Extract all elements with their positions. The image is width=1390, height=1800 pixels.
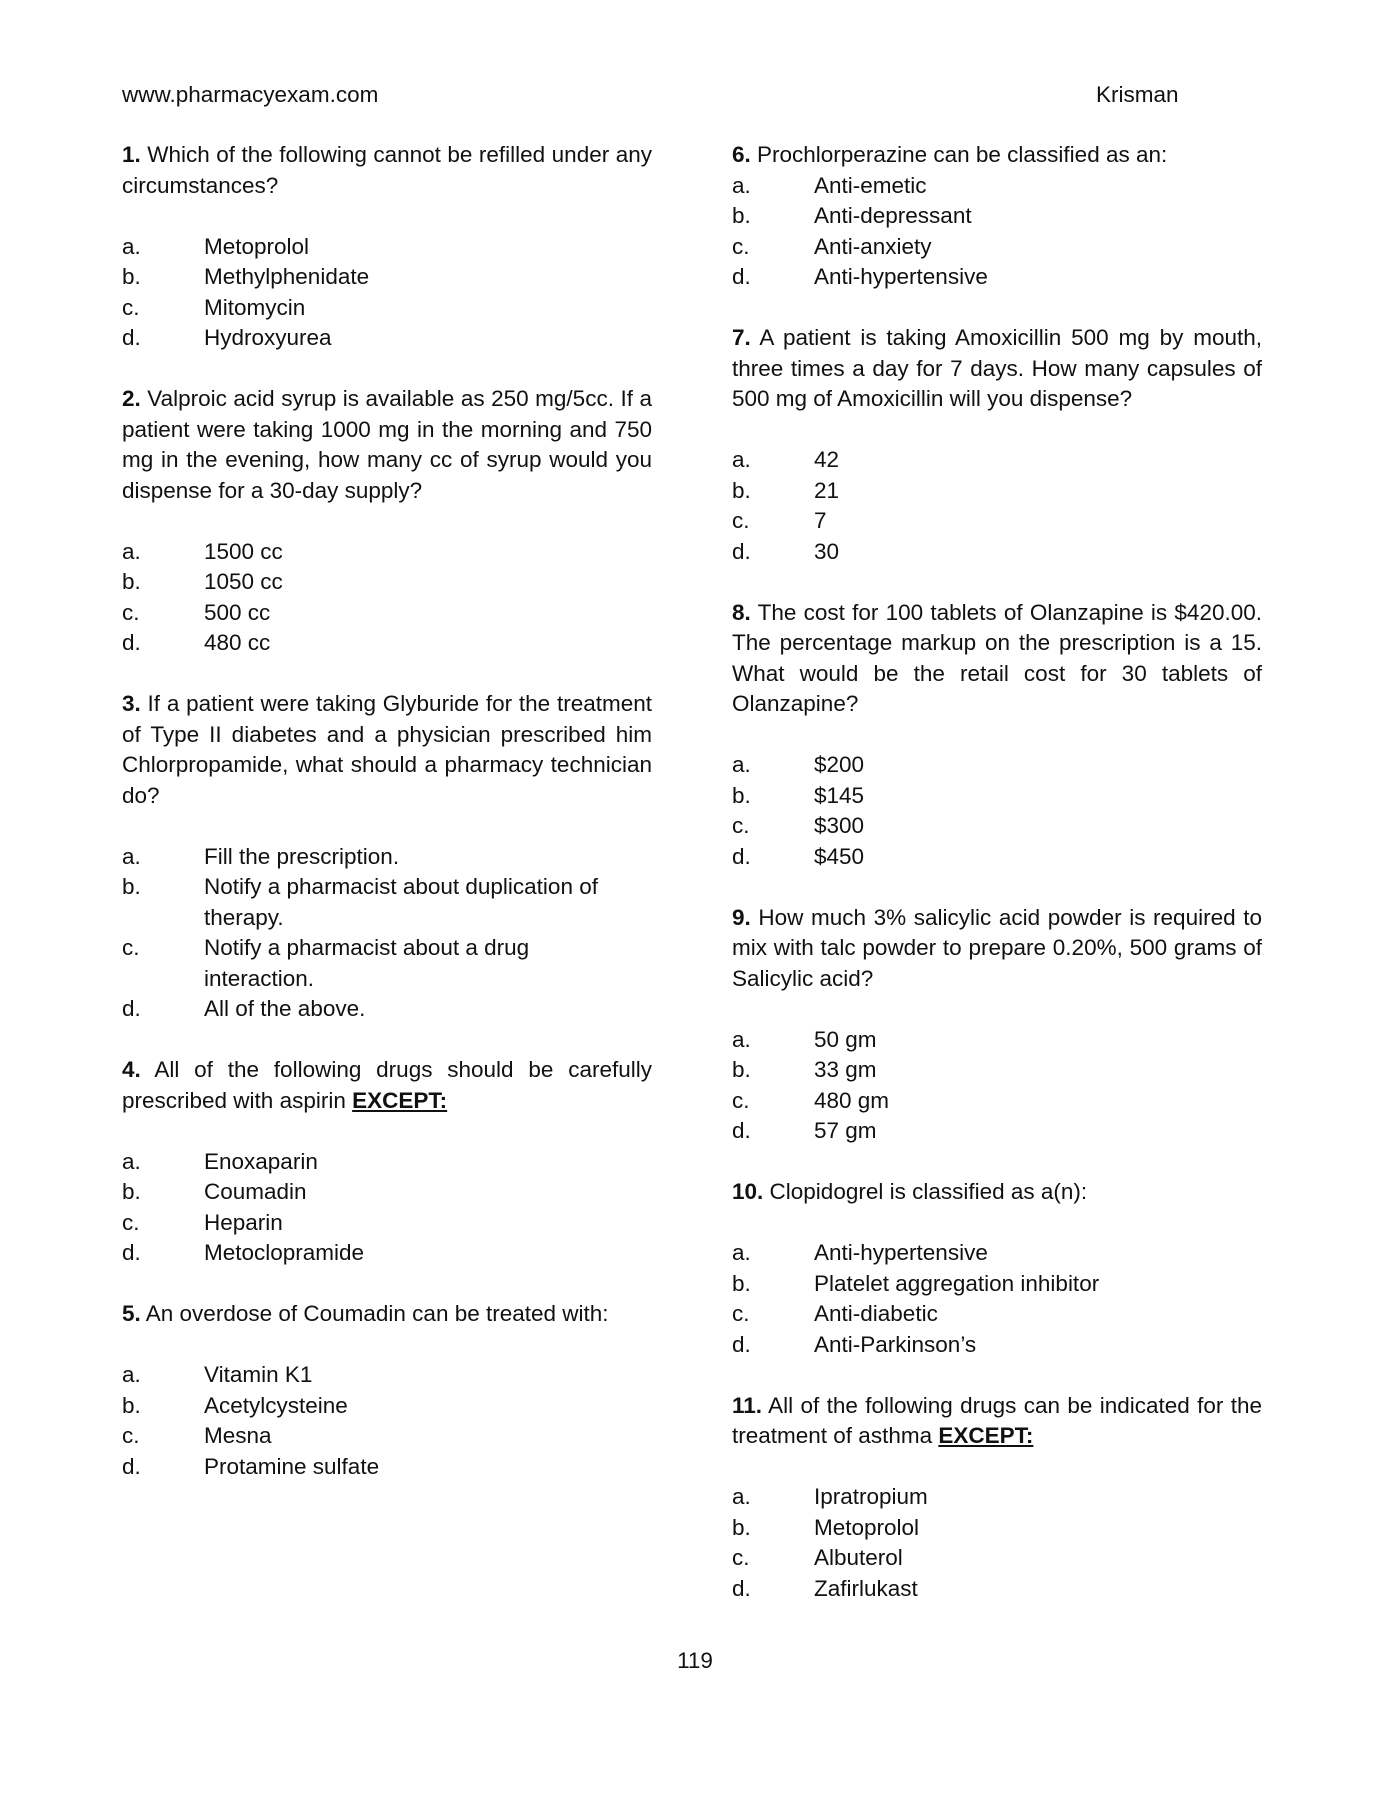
option-letter: b. xyxy=(122,1179,141,1204)
option-text: 33 gm xyxy=(814,1057,877,1082)
option-letter: c. xyxy=(122,935,140,960)
option-item xyxy=(732,1513,1262,1544)
option-letter: d. xyxy=(732,538,751,564)
option-letter: c. xyxy=(732,813,750,838)
option-letter: a. xyxy=(122,233,141,259)
option-text: Anti-emetic xyxy=(814,172,927,198)
option-item xyxy=(732,750,1262,781)
option-text: 480 cc xyxy=(204,630,271,655)
option-text: Vitamin K1 xyxy=(204,1362,313,1387)
question-number: 5. xyxy=(122,1301,141,1326)
option-item xyxy=(122,567,652,598)
option-letter: d. xyxy=(732,1331,751,1357)
question-number: 11. xyxy=(732,1392,763,1418)
option-text: Protamine sulfate xyxy=(204,1453,380,1479)
question-body: The cost for 100 tablets of Olanzapine is $420.00. The percentage markup on the prescription is a 15. What would be the retail cost for 30 tablets of Olanzapine? xyxy=(732,599,1262,716)
option-text: $145 xyxy=(814,782,865,808)
option-list xyxy=(732,171,1262,293)
option-item xyxy=(732,1025,1262,1056)
option-item xyxy=(122,1147,652,1178)
question-number: 1. xyxy=(122,142,141,167)
option-letter: a. xyxy=(122,1148,141,1174)
option-list xyxy=(732,750,1262,872)
option-letter: d. xyxy=(732,843,751,869)
option-item xyxy=(122,262,652,293)
option-item xyxy=(122,1238,652,1269)
question-11 xyxy=(732,1391,1262,1605)
option-item xyxy=(732,811,1262,842)
option-list xyxy=(122,842,652,1025)
option-letter: c. xyxy=(122,599,140,625)
option-item xyxy=(732,506,1262,537)
question-number: 10. xyxy=(732,1179,764,1204)
option-text: Anti-depressant xyxy=(814,203,972,228)
option-text: Metoclopramide xyxy=(204,1240,365,1265)
option-letter: a. xyxy=(122,843,141,869)
option-letter: c. xyxy=(732,1545,750,1570)
option-item xyxy=(122,994,652,1025)
question-4 xyxy=(122,1055,652,1269)
option-letter: b. xyxy=(122,569,141,594)
option-text: Albuterol xyxy=(814,1545,903,1570)
option-list xyxy=(732,1238,1262,1360)
option-list xyxy=(732,445,1262,567)
option-letter: b. xyxy=(732,477,751,503)
question-text xyxy=(732,903,1262,995)
option-text: 1500 cc xyxy=(204,538,283,564)
option-item xyxy=(732,476,1262,507)
question-9 xyxy=(732,903,1262,1147)
question-8 xyxy=(732,598,1262,873)
question-body: An overdose of Coumadin can be treated with: xyxy=(140,1301,609,1326)
option-letter: a. xyxy=(122,538,141,564)
option-letter: b. xyxy=(122,1392,141,1418)
option-letter: a. xyxy=(122,1362,141,1387)
option-text: Anti-anxiety xyxy=(814,233,932,259)
question-1 xyxy=(122,140,652,354)
header-website: www.pharmacyexam.com xyxy=(122,82,379,107)
option-letter: a. xyxy=(732,1026,751,1052)
option-text: Coumadin xyxy=(204,1179,307,1204)
option-item xyxy=(732,1299,1262,1330)
option-text: 500 cc xyxy=(204,599,271,625)
option-item xyxy=(732,537,1262,568)
option-list xyxy=(122,1147,652,1269)
option-text: Ipratropium xyxy=(814,1484,928,1509)
question-body: How much 3% salicylic acid powder is required to mix with talc powder to prepare 0.20%, 500 grams of Salicylic acid? xyxy=(732,904,1262,991)
option-item xyxy=(122,598,652,629)
option-letter: c. xyxy=(732,1087,750,1113)
except-label: EXCEPT: xyxy=(352,1087,448,1113)
question-text xyxy=(122,140,652,201)
option-letter: b. xyxy=(732,203,751,228)
option-item xyxy=(122,628,652,659)
option-item xyxy=(732,1116,1262,1147)
question-5 xyxy=(122,1299,652,1482)
option-item xyxy=(732,171,1262,202)
option-item xyxy=(732,232,1262,263)
option-item xyxy=(122,323,652,354)
option-letter: c. xyxy=(122,1423,140,1448)
option-letter: c. xyxy=(732,233,750,259)
option-item xyxy=(122,1360,652,1391)
right-column xyxy=(732,140,1262,1635)
question-body: All of the following drugs can be indicated for the treatment of asthma xyxy=(732,1392,1262,1448)
option-letter: d. xyxy=(732,1575,751,1601)
question-body: A patient is taking Amoxicillin 500 mg by mouth, three times a day for 7 days. How many capsules of 500 mg of Amoxicillin will you dispense? xyxy=(732,325,1262,411)
option-text: Notify a pharmacist about duplication of therapy. xyxy=(204,874,598,930)
option-item xyxy=(732,1330,1262,1361)
option-text: Mesna xyxy=(204,1423,272,1448)
except-label: EXCEPT: xyxy=(938,1423,1034,1448)
option-list xyxy=(122,232,652,354)
option-text: Zafirlukast xyxy=(814,1575,918,1601)
question-2 xyxy=(122,384,652,659)
option-item xyxy=(122,293,652,324)
option-text: Anti-diabetic xyxy=(814,1301,938,1326)
option-item xyxy=(732,1574,1262,1605)
question-body: If a patient were taking Glyburide for the treatment of Type II diabetes and a physician prescribed him Chlorpropamide, what should a pharmacy technician do? xyxy=(122,691,652,808)
question-body: Prochlorperazine can be classified as an: xyxy=(750,142,1168,167)
option-text: 1050 cc xyxy=(204,569,283,594)
option-letter: b. xyxy=(732,1514,751,1540)
option-item xyxy=(732,1086,1262,1117)
option-text: Enoxaparin xyxy=(204,1148,318,1174)
option-letter: d. xyxy=(122,325,141,350)
option-item xyxy=(122,1391,652,1422)
option-letter: a. xyxy=(732,172,751,198)
question-text xyxy=(732,1391,1262,1452)
option-letter: a. xyxy=(732,1484,751,1509)
question-6 xyxy=(732,140,1262,293)
option-text: $200 xyxy=(814,752,865,777)
question-body: Clopidogrel is classified as a(n): xyxy=(763,1179,1088,1204)
option-text: Hydroxyurea xyxy=(204,325,332,350)
option-letter: b. xyxy=(732,1057,751,1082)
option-list xyxy=(732,1025,1262,1147)
option-letter: d. xyxy=(732,1118,751,1143)
option-item xyxy=(732,1543,1262,1574)
header-author: Krisman xyxy=(1096,82,1179,107)
option-letter: c. xyxy=(122,294,140,320)
option-letter: a. xyxy=(732,447,751,472)
option-text: Metoprolol xyxy=(814,1514,920,1540)
option-letter: c. xyxy=(732,508,750,533)
option-text: $450 xyxy=(814,843,865,869)
question-7 xyxy=(732,323,1262,567)
option-letter: a. xyxy=(732,752,751,777)
question-text xyxy=(122,1299,652,1330)
option-item xyxy=(122,842,652,873)
option-text: Acetylcysteine xyxy=(204,1392,348,1418)
question-number: 2. xyxy=(122,386,141,411)
option-letter: c. xyxy=(122,1209,140,1235)
option-letter: b. xyxy=(122,264,141,289)
question-text xyxy=(122,1055,652,1116)
option-item xyxy=(122,933,652,994)
option-list xyxy=(122,1360,652,1482)
question-number: 3. xyxy=(122,691,141,716)
question-body: Valproic acid syrup is available as 250 mg/5cc. If a patient were taking 1000 mg in the morning and 750 mg in the evening, how many cc of syrup would you dispense for a 30-day supply? xyxy=(122,386,652,503)
question-text xyxy=(732,598,1262,720)
option-item xyxy=(732,842,1262,873)
option-list xyxy=(122,537,652,659)
option-item xyxy=(732,262,1262,293)
option-item xyxy=(732,1269,1262,1300)
option-text: 30 xyxy=(814,538,840,564)
option-item xyxy=(122,232,652,263)
option-letter: d. xyxy=(122,1453,141,1479)
option-item xyxy=(122,1208,652,1239)
option-text: 50 gm xyxy=(814,1026,877,1052)
option-text: 21 xyxy=(814,477,840,503)
option-text: Anti-Parkinson’s xyxy=(814,1331,977,1357)
option-item xyxy=(122,1421,652,1452)
option-text: Platelet aggregation inhibitor xyxy=(814,1270,1100,1296)
option-text: 42 xyxy=(814,447,840,472)
option-text: All of the above. xyxy=(204,996,366,1021)
option-text: 7 xyxy=(814,508,827,533)
option-item xyxy=(732,781,1262,812)
option-text: Metoprolol xyxy=(204,233,310,259)
option-text: 57 gm xyxy=(814,1118,877,1143)
option-item xyxy=(732,1238,1262,1269)
question-text xyxy=(122,384,652,506)
option-letter: d. xyxy=(122,1240,141,1265)
option-item xyxy=(122,1177,652,1208)
question-3 xyxy=(122,689,652,1025)
option-item xyxy=(732,1055,1262,1086)
option-text: Methylphenidate xyxy=(204,264,370,289)
question-number: 6. xyxy=(732,142,751,167)
option-letter: d. xyxy=(732,264,751,289)
page-number: 119 xyxy=(677,1648,713,1673)
option-item xyxy=(122,537,652,568)
question-number: 4. xyxy=(122,1057,141,1082)
option-text: $300 xyxy=(814,813,865,838)
question-text xyxy=(122,689,652,811)
question-body: All of the following drugs should be carefully prescribed with aspirin xyxy=(122,1057,652,1113)
option-letter: b. xyxy=(122,874,141,899)
question-10 xyxy=(732,1177,1262,1360)
option-letter: b. xyxy=(732,1270,751,1296)
question-text xyxy=(732,1177,1262,1208)
question-number: 9. xyxy=(732,904,751,930)
option-letter: c. xyxy=(732,1301,750,1326)
option-item xyxy=(732,1482,1262,1513)
question-number: 8. xyxy=(732,599,751,625)
option-text: Fill the prescription. xyxy=(204,843,400,869)
option-item xyxy=(732,201,1262,232)
option-letter: d. xyxy=(122,630,141,655)
option-text: Notify a pharmacist about a drug interaction. xyxy=(204,935,530,991)
option-item xyxy=(122,1452,652,1483)
question-number: 7. xyxy=(732,325,751,350)
option-text: 480 gm xyxy=(814,1087,890,1113)
question-body: Which of the following cannot be refilled under any circumstances? xyxy=(122,142,652,198)
option-text: Anti-hypertensive xyxy=(814,264,988,289)
question-text xyxy=(732,140,1262,171)
option-item xyxy=(732,445,1262,476)
left-column xyxy=(122,140,652,1513)
question-text xyxy=(732,323,1262,415)
option-list xyxy=(732,1482,1262,1604)
option-text: Mitomycin xyxy=(204,294,306,320)
option-letter: d. xyxy=(122,996,141,1021)
option-letter: b. xyxy=(732,782,751,808)
option-text: Heparin xyxy=(204,1209,283,1235)
option-letter: a. xyxy=(732,1240,751,1265)
option-text: Anti-hypertensive xyxy=(814,1240,988,1265)
option-item xyxy=(122,872,652,933)
